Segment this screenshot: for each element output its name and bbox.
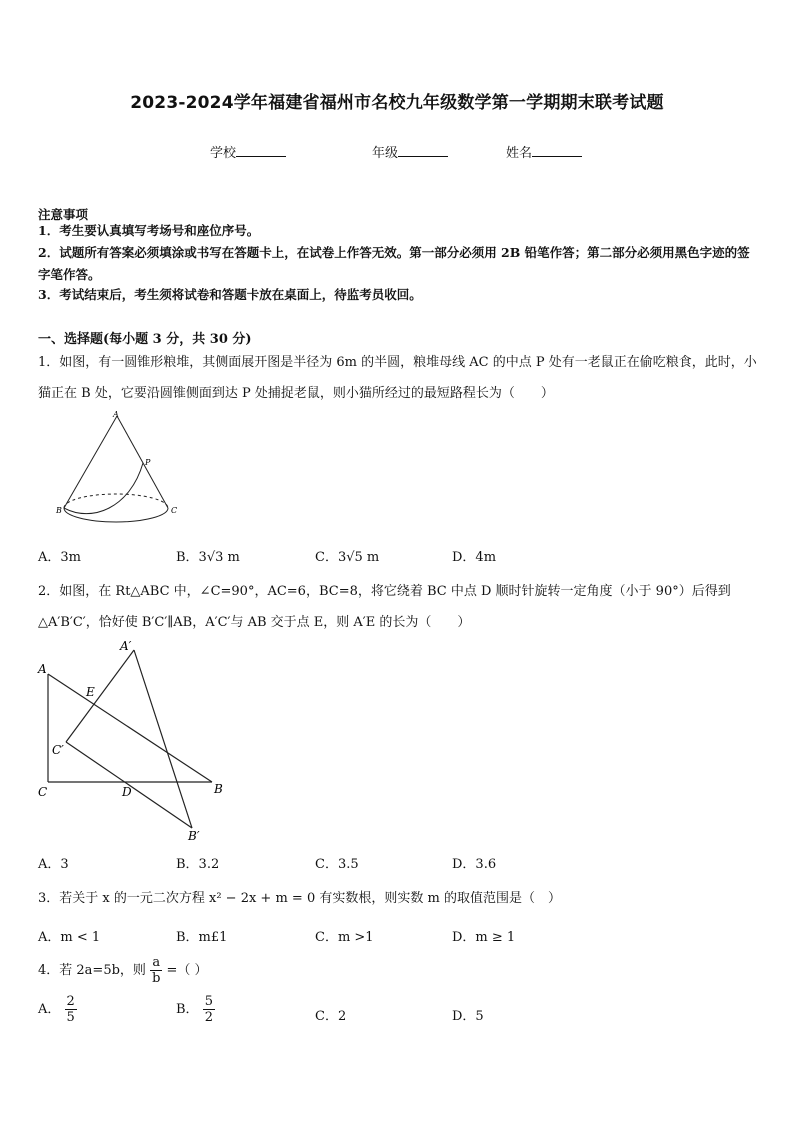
- q1-option-d: D．4m: [452, 550, 497, 565]
- page-title: 2023-2024学年福建省福州市名校九年级数学第一学期期末联考试题: [130, 93, 664, 113]
- label-C: C: [38, 785, 48, 799]
- q4-option-b-fraction: [203, 994, 215, 1025]
- q1-option-b: B．3√3 m: [176, 550, 240, 565]
- q4-option-d: D．5: [452, 1009, 484, 1024]
- q2-option-d: D．3.6: [452, 857, 497, 872]
- q2-option-c: C．3.5: [315, 857, 359, 872]
- section-heading: 一、选择题(每小题 3 分，共 30 分): [38, 332, 252, 347]
- school-field: [210, 142, 286, 161]
- label-B-prime: B′: [188, 829, 200, 843]
- label-E: E: [86, 685, 95, 699]
- label-C-prime: C′: [52, 743, 64, 757]
- q4-option-b-label: B．: [176, 1002, 199, 1017]
- note-item: 1．考生要认真填写考场号和座位序号。: [38, 223, 260, 238]
- label-D: D: [122, 785, 132, 799]
- q4-option-a-den: 5: [66, 1010, 75, 1025]
- triangle-figure: [30, 636, 240, 846]
- question-4-stem: [38, 955, 208, 986]
- q4-frac-num: a: [152, 955, 161, 970]
- q4-option-b-num: 5: [204, 994, 213, 1009]
- name-label: 姓名: [506, 146, 533, 161]
- label-A: A: [113, 410, 119, 419]
- q4-stem-suffix: =（ ）: [166, 963, 208, 978]
- label-B: B: [56, 506, 62, 515]
- q4-option-a-label: A．: [38, 1002, 61, 1017]
- q4-frac-den: b: [152, 971, 161, 986]
- question-1-stem: 1．如图，有一圆锥形粮堆，其侧面展开图是半径为 6m 的半圆，粮堆母线 AC 的中点 P 处有一老鼠正在偷吃粮食，此时，小猫正在 B 处，它要沿圆锥侧面到达 P 处捕捉老鼠，则小猫所经过的最短路程长为（ ）: [38, 355, 757, 401]
- school-label: 学校: [210, 146, 237, 161]
- note-item: 2．试题所有答案必须填涂或书写在答题卡上，在试卷上作答无效。第一部分必须用 2B 铅笔作答；第二部分必须用黑色字迹的签字笔作答。: [38, 245, 750, 282]
- grade-label: 年级: [372, 146, 399, 161]
- notes-heading: 注意事项: [38, 207, 89, 222]
- q4-option-a-num: 2: [66, 994, 75, 1009]
- question-2-stem: 2．如图，在 Rt△ABC 中，∠C=90°，AC=6，BC=8，将它绕着 BC 中点 D 顺时针旋转一定角度（小于 90°）后得到△A′B′C′，恰好使 B′C′∥AB，A′C′与 AB 交于点 E，则 A′E 的长为（ ）: [38, 584, 731, 630]
- note-item: 3．考试结束后，考生须将试卷和答题卡放在桌面上，待监考员收回。: [38, 287, 422, 302]
- question-3-stem: 3．若关于 x 的一元二次方程 x² − 2x + m = 0 有实数根，则实数 m 的取值范围是（ ）: [38, 891, 561, 906]
- q2-option-b: B．3.2: [176, 857, 220, 872]
- q3-option-b: B．m£1: [176, 930, 228, 945]
- q4-stem-prefix: 4．若 2a=5b，则: [38, 963, 146, 978]
- school-blank: [236, 144, 286, 157]
- label-C: C: [171, 506, 178, 515]
- label-A-prime: A′: [120, 639, 132, 653]
- label-B: B: [214, 782, 223, 796]
- label-P: P: [145, 458, 151, 467]
- q4-option-b-den: 2: [204, 1010, 213, 1025]
- q4-option-a: [38, 994, 77, 1025]
- q4-option-c: C．2: [315, 1009, 347, 1024]
- q3-option-d: D．m ≥ 1: [452, 930, 516, 945]
- q4-option-a-fraction: [65, 994, 77, 1025]
- q3-option-a: A．m < 1: [38, 930, 101, 945]
- q1-option-c: C．3√5 m: [315, 550, 380, 565]
- q3-option-c: C．m >1: [315, 930, 374, 945]
- q4-option-b: [176, 994, 215, 1025]
- name-blank: [532, 144, 582, 157]
- q4-stem-fraction: [150, 955, 162, 986]
- label-A: A: [38, 662, 47, 676]
- q2-option-a: A．3: [38, 857, 69, 872]
- cone-figure: [52, 408, 192, 528]
- grade-field: [372, 142, 448, 161]
- q1-option-a: A．3m: [38, 550, 81, 565]
- name-field: [506, 142, 582, 161]
- grade-blank: [398, 144, 448, 157]
